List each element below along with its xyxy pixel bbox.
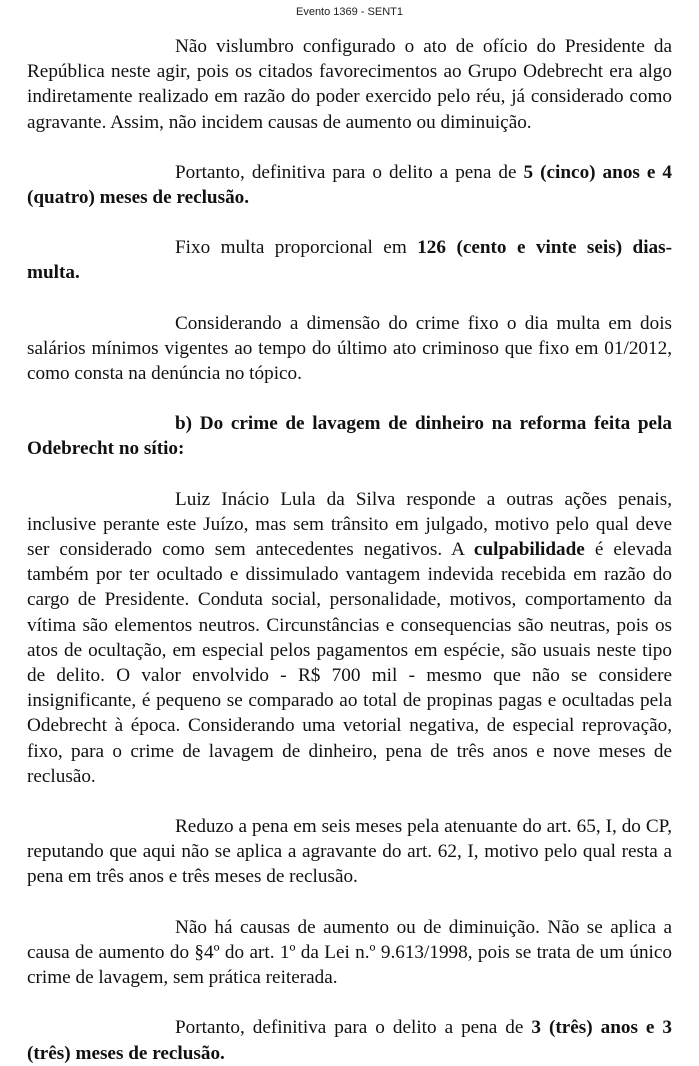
paragraph-causas-aumento: Não há causas de aumento ou de diminuição. Não se aplica a causa de aumento do §4º do art. 1º da Lei n.º 9.613/1998, pois se trata de um único crime de lavagem, sem prática reiterada. bbox=[27, 916, 672, 989]
pena-value-bold: 5 (cinco) anos e 4 (quatro) meses de reclusão. bbox=[27, 161, 673, 209]
pena-intro-text: Portanto, definitiva para o delito a pena de bbox=[175, 161, 524, 183]
pena-final-intro-text: Portanto, definitiva para o delito a pena de bbox=[175, 1017, 532, 1039]
multa-intro-text: Fixo multa proporcional em bbox=[175, 237, 418, 259]
culpabilidade-bold: culpabilidade bbox=[473, 539, 585, 561]
paragraph-multa bbox=[27, 235, 672, 285]
multa-value-bold: 126 (cento e vinte seis) dias-multa. bbox=[27, 237, 672, 284]
paragraph-pena-definitiva-1 bbox=[27, 160, 672, 210]
culpabilidade-text-start: Luiz Inácio Lula da Silva responde a outras ações penais, inclusive perante este Juízo, mas sem trânsito em julgado, motivo pelo qual deve ser considerado como sem antecedentes negativos. A bbox=[27, 488, 672, 561]
paragraph-dia-multa: Considerando a dimensão do crime fixo o dia multa em dois salários mínimos vigentes ao tempo do último ato criminoso que fixo em 01/2012, como consta na denúncia no tópico. bbox=[27, 312, 672, 385]
paragraph-pena-definitiva-2 bbox=[27, 1015, 672, 1065]
pena-final-value-bold: 3 (três) anos e 3 (três) meses de reclusão. bbox=[27, 1017, 673, 1064]
paragraph-atenuante: Reduzo a pena em seis meses pela atenuante do art. 65, I, do CP, reputando que aqui não se aplica a agravante do art. 62, I, motivo pelo qual resta a pena em três anos e três meses de reclusão. bbox=[27, 816, 672, 888]
event-header: Evento 1369 - SENT1 bbox=[295, 6, 403, 18]
paragraph-culpabilidade bbox=[27, 487, 672, 789]
paragraph-ato-de-oficio: Não vislumbro configurado o ato de ofício do Presidente da República neste agir, pois os citados favorecimentos ao Grupo Odebrecht era algo indiretamente realizado em razão do poder exercido pelo réu, já considerado como agravante. Assim, não incidem causas de aumento ou diminuição. bbox=[27, 36, 672, 133]
culpabilidade-text-end: é elevada também por ter ocultado e dissimulado vantagem indevida recebida em razão do cargo de Presidente. Conduta social, personalidade, motivos, comportamento da vítima são elementos neutros. Circunstâncias e consequencias são neutras, pois os atos de ocultação, em especial pelos pagamentos em espécie, são usuais neste tipo de delito. O valor envolvido - R$ 700 mil - mesmo que não se considere insignificante, é pequeno se comparado ao total de propinas pagas e ocultadas pela Odebrecht à época. Considerando uma vetorial negativa, de especial reprovação, fixo, para o crime de lavagem de dinheiro, pena de três anos e nove meses de reclusão. bbox=[27, 539, 672, 787]
document-body bbox=[27, 34, 672, 1066]
section-heading-lavagem bbox=[27, 411, 672, 461]
section-heading-text: b) Do crime de lavagem de dinheiro na reforma feita pela Odebrecht no sítio: bbox=[27, 413, 672, 460]
